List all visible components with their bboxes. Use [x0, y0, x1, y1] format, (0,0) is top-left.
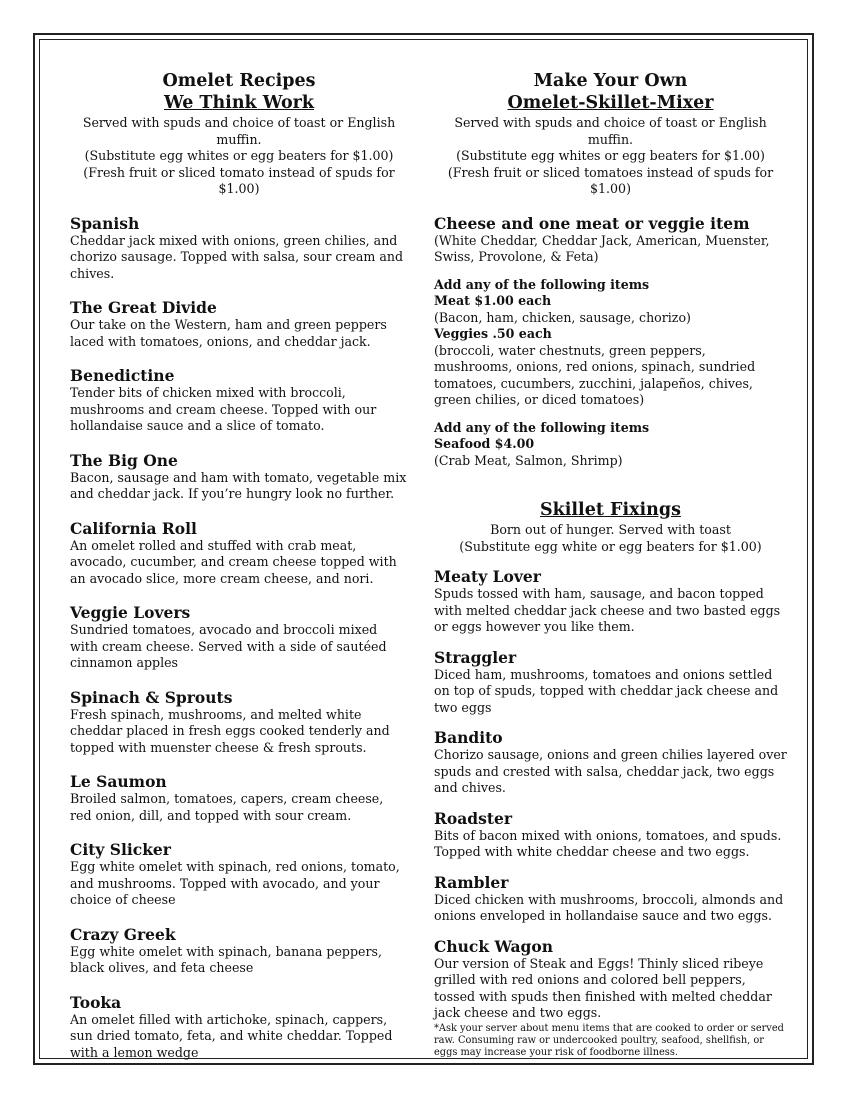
- omelet-recipes-title: Omelet Recipes: [162, 71, 316, 91]
- intro-line: (Fresh fruit or sliced tomatoes instead of spuds for $1.00): [447, 164, 774, 196]
- omelet-recipes-intro: [70, 115, 408, 198]
- skillet-item-meaty-lover: [434, 568, 787, 636]
- menu-item-description: An omelet rolled and stuffed with crab meat, avocado, cucumber, and cream cheese topped with an avocado slice, more cream cheese, and nori.: [70, 537, 397, 586]
- add-ons-heading: Add any of the following items: [434, 276, 650, 292]
- menu-item-description: Our take on the Western, ham and green peppers laced with tomatoes, onions, and cheddar jack.: [70, 317, 387, 349]
- make-your-own-column: [434, 70, 787, 1059]
- menu-item-spanish: [70, 215, 408, 283]
- omelet-recipes-subtitle: We Think Work: [163, 93, 315, 113]
- menu-item-description: Diced chicken with mushrooms, broccoli, almonds and onions enveloped in hollandaise sauce and two eggs.: [434, 891, 784, 923]
- menu-item-big-one: [70, 452, 408, 503]
- omelet-recipes-column: [70, 70, 408, 1061]
- make-your-own-title: Make Your Own: [533, 71, 688, 91]
- menu-item-tooka: [70, 994, 408, 1062]
- menu-item-veggie-lovers: [70, 604, 408, 672]
- food-safety-disclaimer: *Ask your server about menu items that are cooked to order or served raw. Consuming raw or undercooked poultry, seafood, shellfish, or eggs may increase your risk of foodborne illness.: [434, 1022, 784, 1058]
- menu-item-description: Tender bits of chicken mixed with broccoli, mushrooms and cream cheese. Topped with our hollandaise sauce and a slice of tomato.: [70, 385, 377, 433]
- meat-options: (Bacon, ham, chicken, sausage, chorizo): [434, 309, 691, 325]
- seafood-options: (Crab Meat, Salmon, Shrimp): [434, 452, 623, 468]
- menu-item-name: The Great Divide: [70, 298, 217, 317]
- build-base-item: [434, 215, 787, 266]
- menu-item-great-divide: [70, 299, 408, 350]
- veggie-options: (broccoli, water chestnuts, green peppers, mushrooms, onions, red onions, spinach, sundried tomatoes, cucumbers, zucchini, jalapeños, chives, green chilies, or diced tomatoes): [434, 342, 756, 407]
- skillet-fixings-heading: [434, 499, 787, 521]
- skillet-item-rambler: [434, 874, 787, 925]
- cheese-options: (White Cheddar, Cheddar Jack, American, Muenster, Swiss, Provolone, & Feta): [434, 232, 770, 264]
- menu-item-name: Meaty Lover: [434, 567, 541, 586]
- menu-item-description: Fresh spinach, mushrooms, and melted white cheddar placed in fresh eggs cooked tenderly and topped with muenster cheese & fresh sprouts.: [70, 706, 390, 755]
- menu-item-description: Chorizo sausage, onions and green chilies layered over spuds and crested with salsa, cheddar jack, two eggs and chives.: [434, 747, 787, 795]
- menu-item-description: Spuds tossed with ham, sausage, and bacon topped with melted cheddar jack cheese and two basted eggs or eggs however you like them.: [434, 586, 781, 634]
- menu-item-california-roll: [70, 520, 408, 588]
- menu-item-name: Veggie Lovers: [70, 603, 191, 622]
- omelet-recipes-heading: [70, 70, 408, 114]
- skillet-fixings-intro: [434, 522, 787, 555]
- menu-item-description: Bacon, sausage and ham with tomato, vegetable mix and cheddar jack. If you’re hungry look no further.: [70, 469, 407, 501]
- menu-item-name: Roadster: [434, 808, 513, 828]
- menu-item-description: An omelet filled with artichoke, spinach, cappers, sun dried tomato, feta, and white cheddar. Topped with a lemon wedge: [70, 1011, 393, 1060]
- skillet-item-chuck-wagon: [434, 938, 787, 1022]
- intro-line: Born out of hunger. Served with toast: [490, 522, 731, 537]
- add-ons-heading: Add any of the following items: [434, 419, 650, 435]
- menu-item-name: Crazy Greek: [70, 924, 176, 944]
- menu-item-spinach-sprouts: [70, 689, 408, 757]
- menu-item-description: Cheddar jack mixed with onions, green chilies, and chorizo sausage. Topped with salsa, sour cream and chives.: [70, 232, 404, 281]
- build-base-name: Cheese and one meat or veggie item: [434, 213, 750, 233]
- intro-line: (Substitute egg whites or egg beaters for $1.00): [84, 148, 394, 163]
- skillet-item-bandito: [434, 729, 787, 797]
- menu-item-description: Our version of Steak and Eggs! Thinly sliced ribeye grilled with red onions and colored bell peppers, tossed with spuds then finished with melted cheddar jack cheese and two eggs.: [434, 955, 772, 1020]
- add-ons-meat-veggie: [434, 277, 787, 409]
- make-your-own-heading: [434, 70, 787, 114]
- intro-line: (Substitute egg white or egg beaters for $1.00): [459, 538, 762, 554]
- intro-line: (Fresh fruit or sliced tomato instead of spuds for $1.00): [83, 164, 395, 196]
- menu-item-city-slicker: [70, 841, 408, 909]
- meat-price-label: Meat $1.00 each: [434, 293, 552, 308]
- menu-item-name: Straggler: [434, 647, 517, 667]
- intro-line: Served with spuds and choice of toast or English muffin.: [82, 115, 396, 147]
- menu-item-name: Spinach & Sprouts: [70, 687, 233, 707]
- make-your-own-intro: [434, 115, 787, 198]
- menu-item-name: City Slicker: [70, 840, 171, 859]
- menu-item-description: Broiled salmon, tomatoes, capers, cream cheese, red onion, dill, and topped with sour cream.: [70, 791, 384, 823]
- intro-line: Served with spuds and choice of toast or English muffin.: [454, 115, 767, 147]
- menu-item-name: Spanish: [70, 213, 140, 233]
- add-ons-seafood: [434, 420, 787, 470]
- seafood-price-label: Seafood $4.00: [434, 436, 535, 451]
- menu-item-description: Egg white omelet with spinach, red onions, tomato, and mushrooms. Topped with avocado, and your choice of cheese: [70, 859, 400, 907]
- menu-item-description: Egg white omelet with spinach, banana peppers, black olives, and feta cheese: [70, 943, 382, 975]
- menu-item-description: Bits of bacon mixed with onions, tomatoes, and spuds. Topped with white cheddar cheese and two eggs.: [434, 827, 782, 859]
- menu-item-name: Le Saumon: [70, 772, 167, 791]
- menu-item-le-saumon: [70, 773, 408, 824]
- menu-item-name: Chuck Wagon: [434, 936, 553, 956]
- skillet-fixings-title: Skillet Fixings: [540, 500, 681, 520]
- menu-item-benedictine: [70, 367, 408, 435]
- make-your-own-subtitle: Omelet-Skillet-Mixer: [507, 93, 714, 113]
- menu-item-crazy-greek: [70, 926, 408, 977]
- veggie-price-label: Veggies .50 each: [434, 326, 552, 341]
- intro-line: (Substitute egg whites or egg beaters for $1.00): [456, 148, 765, 163]
- menu-item-description: Diced ham, mushrooms, tomatoes and onions settled on top of spuds, topped with cheddar jack cheese and two eggs: [434, 666, 779, 715]
- menu-item-name: The Big One: [70, 450, 178, 470]
- menu-item-description: Sundried tomatoes, avocado and broccoli mixed with cream cheese. Served with a side of sautéed cinnamon apples: [70, 622, 387, 670]
- menu-item-name: California Roll: [70, 518, 197, 538]
- skillet-item-straggler: [434, 649, 787, 717]
- menu-item-name: Benedictine: [70, 366, 175, 385]
- menu-item-name: Tooka: [70, 992, 122, 1012]
- menu-item-name: Bandito: [434, 728, 503, 747]
- skillet-item-roadster: [434, 810, 787, 861]
- menu-item-name: Rambler: [434, 872, 509, 892]
